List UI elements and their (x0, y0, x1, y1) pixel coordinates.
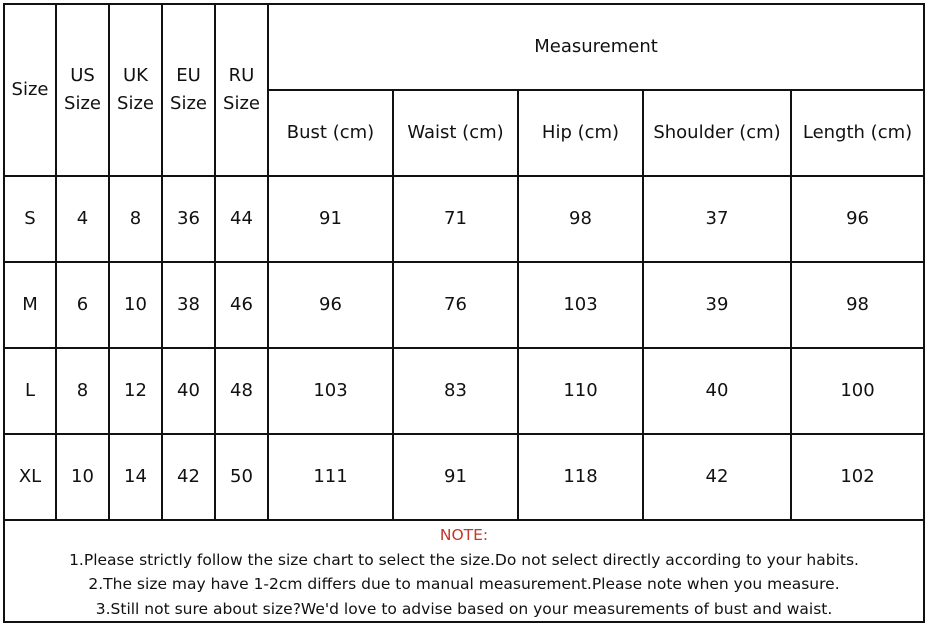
table-cell: 71 (393, 176, 518, 262)
table-row (4, 262, 924, 348)
table-cell: 42 (643, 434, 791, 520)
table-cell: 103 (268, 348, 393, 434)
table-cell: 98 (518, 176, 643, 262)
table-cell: 36 (162, 176, 215, 262)
header-size: Size (4, 4, 56, 176)
table-cell: 111 (268, 434, 393, 520)
table-cell: 8 (109, 176, 162, 262)
table-cell: 40 (643, 348, 791, 434)
table-row (4, 434, 924, 520)
header-waist: Waist (cm) (393, 90, 518, 176)
table-cell: 8 (56, 348, 109, 434)
table-cell: 118 (518, 434, 643, 520)
note-line-2: 2.The size may have 1-2cm differs due to manual measurement.Please note when you measure. (88, 575, 840, 593)
header-hip: Hip (cm) (518, 90, 643, 176)
header-eu-size: EU Size (162, 4, 215, 176)
table-cell: 98 (791, 262, 924, 348)
table-cell: M (4, 262, 56, 348)
table-cell: 10 (56, 434, 109, 520)
header-us-size: US Size (56, 4, 109, 176)
table-cell: 100 (791, 348, 924, 434)
table-cell: 91 (393, 434, 518, 520)
table-cell: 10 (109, 262, 162, 348)
table-cell: 12 (109, 348, 162, 434)
table-cell: 39 (643, 262, 791, 348)
header-row (4, 4, 924, 90)
table-cell: 96 (268, 262, 393, 348)
table-cell: 44 (215, 176, 268, 262)
note-title: NOTE: (439, 526, 489, 544)
table-cell: 91 (268, 176, 393, 262)
table-cell: 103 (518, 262, 643, 348)
header-bust: Bust (cm) (268, 90, 393, 176)
table-cell: 83 (393, 348, 518, 434)
header-length: Length (cm) (791, 90, 924, 176)
table-cell: 76 (393, 262, 518, 348)
header-measurement: Measurement (268, 4, 924, 90)
table-cell: 40 (162, 348, 215, 434)
note-row (4, 520, 924, 622)
table-cell: 46 (215, 262, 268, 348)
size-chart-table (3, 3, 925, 623)
header-uk-size: UK Size (109, 4, 162, 176)
table-cell: S (4, 176, 56, 262)
header-ru-size: RU Size (215, 4, 268, 176)
header-shoulder: Shoulder (cm) (643, 90, 791, 176)
table-cell: 4 (56, 176, 109, 262)
table-cell: 110 (518, 348, 643, 434)
table-row (4, 348, 924, 434)
note-line-3: 3.Still not sure about size?We'd love to advise based on your measurements of bust and waist. (95, 599, 833, 618)
table-cell: L (4, 348, 56, 434)
table-cell: 6 (56, 262, 109, 348)
table-cell: 37 (643, 176, 791, 262)
note-line-1: 1.Please strictly follow the size chart to select the size.Do not select directly according to your habits. (69, 550, 859, 569)
table-cell: 48 (215, 348, 268, 434)
table-cell: 96 (791, 176, 924, 262)
table-cell: 14 (109, 434, 162, 520)
table-cell: 38 (162, 262, 215, 348)
table-row (4, 176, 924, 262)
note-cell (4, 520, 924, 622)
table-cell: 50 (215, 434, 268, 520)
table-cell: 102 (791, 434, 924, 520)
table-cell: XL (4, 434, 56, 520)
table-cell: 42 (162, 434, 215, 520)
